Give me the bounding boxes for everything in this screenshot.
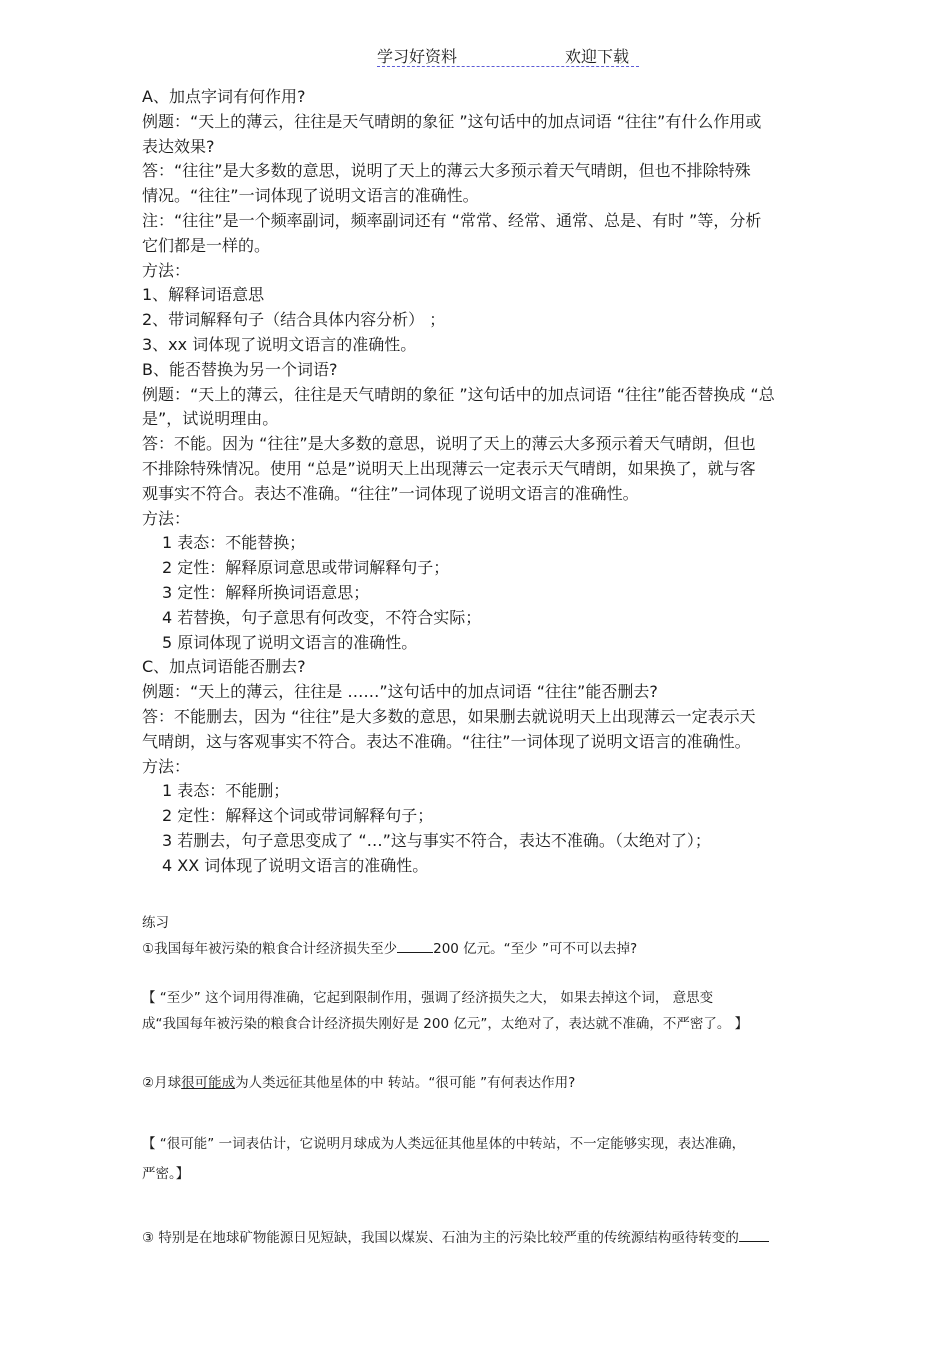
- text-line: 气晴朗，这与客观事实不符合。表达不准确。“往往”一词体现了说明文语言的准确性。: [142, 731, 751, 751]
- text-line: 不排除特殊情况。使用 “总是”说明天上出现薄云一定表示天气晴朗，如果换了，就与客: [142, 458, 756, 478]
- method-item: 4 XX 词体现了说明文语言的准确性。: [162, 855, 429, 875]
- practice-title: [142, 912, 880, 934]
- question-1-text-b: 200 亿元。“至少 ”可不可以去掉?: [433, 941, 638, 957]
- text-line: 它们都是一样的。: [142, 235, 271, 255]
- text-line: 表达效果?: [142, 136, 215, 156]
- question-2-text-a: ②月球: [142, 1075, 182, 1091]
- section-a-title: A、加点字词有何作用?: [142, 87, 306, 106]
- header-left-text: 学习好资料: [377, 47, 458, 66]
- text-line: 例题：“天上的薄云，往往是 ……”这句话中的加点词语 “往往”能否删去?: [142, 682, 658, 702]
- text-line: 例题：“天上的薄云，往往是天气晴朗的象征 ”这句话中的加点词语 “往往”有什么作用或: [142, 111, 762, 131]
- method-item: 2 定性：解释这个词或带词解释句子；: [162, 806, 434, 826]
- question-2-text-c: 为人类远征其他星体的中 转站。“很可能 ”有何表达作用?: [235, 1075, 576, 1091]
- method-label: 方法：: [142, 508, 191, 528]
- section-c-title: C、加点词语能否删去?: [142, 657, 306, 677]
- method-item: 4 若替换，句子意思有何改变，不符合实际；: [162, 607, 482, 627]
- method-label: 方法：: [142, 260, 191, 280]
- question-1-text-a: ①我国每年被污染的粮食合计经济损失至少: [142, 941, 398, 957]
- method-item: 3、xx 词体现了说明文语言的准确性。: [142, 334, 417, 354]
- main-text: [142, 85, 880, 879]
- text-line: 是”，试说明理由。: [142, 409, 279, 429]
- method-item: 1、解释词语意思: [142, 285, 265, 305]
- answer-1-line-1: 【 “至少” 这个词用得准确，它起到限制作用，强调了经济损失之大， 如果去掉这个词， 意思变: [142, 990, 714, 1006]
- method-item: 3 定性：解释所换词语意思；: [162, 582, 370, 602]
- page-header: [377, 42, 639, 67]
- answer-blank: [397, 938, 433, 953]
- method-item: 2、带词解释句子（结合具体内容分析） ；: [142, 310, 446, 330]
- method-item: 2 定性：解释原词意思或带词解释句子；: [162, 558, 450, 578]
- practice-heading: 练习: [142, 915, 169, 931]
- text-line: 情况。“往往”一词体现了说明文语言的准确性。: [142, 186, 479, 206]
- method-item: 1 表态：不能替换；: [162, 533, 306, 553]
- text-line: 观事实不符合。表达不准确。“往往”一词体现了说明文语言的准确性。: [142, 483, 639, 503]
- answer-1: [142, 987, 880, 1035]
- section-b-title: B、能否替换为另一个词语?: [142, 359, 338, 379]
- method-item: 5 原词体现了说明文语言的准确性。: [162, 632, 418, 652]
- answer-blank: [739, 1227, 769, 1242]
- answer-2: [142, 1133, 880, 1185]
- answer-2-line-2: 严密。】: [142, 1166, 190, 1182]
- text-line: 答：“往往”是大多数的意思，说明了天上的薄云大多预示着天气晴朗，但也不排除特殊: [142, 161, 751, 181]
- question-2: [142, 1072, 880, 1094]
- method-item: 1 表态：不能删；: [162, 781, 290, 801]
- text-line: 答：不能。因为 “往往”是大多数的意思，说明了天上的薄云大多预示着天气晴朗，但也: [142, 434, 756, 454]
- method-label: 方法：: [142, 756, 191, 776]
- question-3-text: ③ 特别是在地球矿物能源日见短缺，我国以煤炭、石油为主的污染比较严重的传统源结构亟待转变的: [142, 1230, 739, 1246]
- question-1: [142, 938, 880, 960]
- answer-2-line-1: 【 “很可能” 一词表估计，它说明月球成为人类远征其他星体的中转站，不一定能够实现，表达准确，: [142, 1136, 746, 1152]
- question-2-underlined: 很可能成: [181, 1075, 236, 1091]
- text-line: 例题：“天上的薄云，往往是天气晴朗的象征 ”这句话中的加点词语 “往往”能否替换成 “总: [142, 384, 775, 404]
- method-item: 3 若删去，句子意思变成了 “…”这与事实不符合，表达不准确。（太绝对了）；: [162, 830, 711, 850]
- question-3: [142, 1227, 880, 1249]
- answer-1-line-2: 成“我国每年被污染的粮食合计经济损失刚好是 200 亿元”，太绝对了，表达就不准确，不严密了。 】: [142, 1016, 749, 1032]
- text-line: 答：不能删去，因为 “往往”是大多数的意思，如果删去就说明天上出现薄云一定表示天: [142, 706, 756, 726]
- text-line: 注：“往往”是一个频率副词，频率副词还有 “常常、经常、通常、总是、有时 ”等，分析: [142, 210, 762, 230]
- header-right-text: 欢迎下载: [565, 47, 630, 66]
